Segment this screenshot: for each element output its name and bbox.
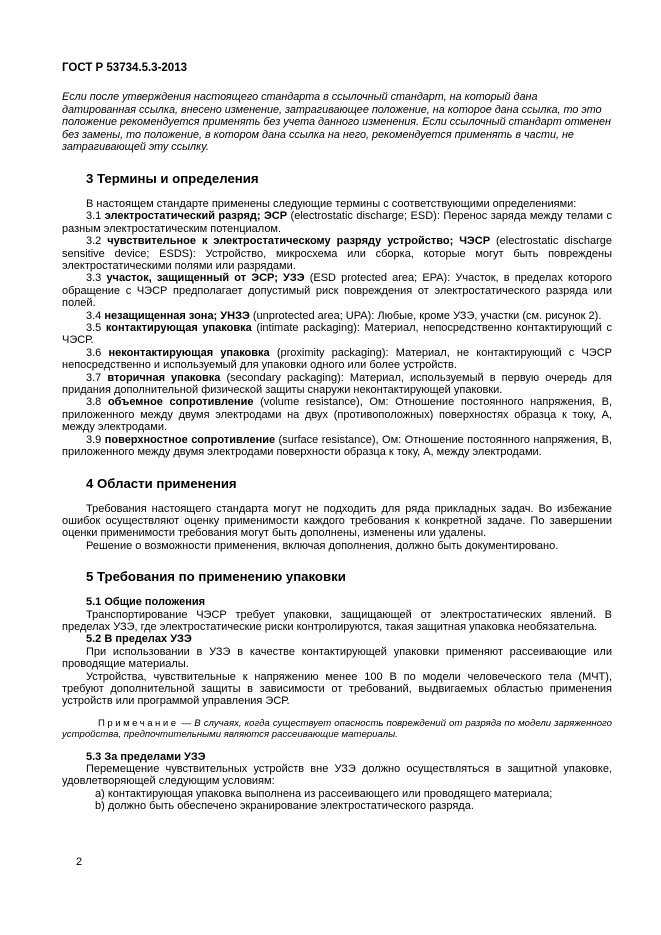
text-run: Решение о возможности применения, включая дополнения, должно быть документировано. [86,539,559,552]
text-run: — В случаях, когда существует опасность повреждений от разряда по модели заряженного устройства, предпочтительными являются рассеивающие материалы. [62,717,612,741]
text-run: (intimate packaging): Материал, непосредственно контактирующий с ЧЭСР. [62,322,612,347]
note-paragraph [62,718,612,741]
text-run: Транспортирование ЧЭСР требует упаковки, защищающей от электростатических явлений. В пределах УЗЭ, где электростатические риски контролируются, такая защитная упаковка необязательна. [62,608,612,633]
text-run: контактирующая упаковка [105,322,252,335]
text-run: При использовании в УЗЭ в качестве контактирующей упаковки применяют рассеивающие или проводящие материалы. [62,645,612,671]
text-run: вторичная упаковка [107,371,221,384]
text-run: a) контактирующая упаковка выполнена из рассеивающего или проводящего материала; [95,787,553,800]
text-run: поверхностное сопротивление [104,433,276,446]
list-item [62,800,612,812]
paragraph [62,272,612,309]
text-run: (electrostatic discharge; ESD): Перенос заряда между телами с разным электростатическим потенциалом. [62,210,612,235]
text-run: (secondary packaging): Материал, используемый в первую очередь для придания дополнительной физической защиты снаружи неконтактирующей упаковки. [62,371,612,397]
paragraph [62,609,612,634]
text-run: 3.6 [86,346,109,359]
subsection-heading [62,596,612,608]
text-run: (ESD protected area; EPA): Участок, в пределах которого обращение с ЧЭСР предполагает допустимый риск повреждения от электростатического разряда или полей. [62,272,612,310]
text-run: чувствительное к электростатическому разряду устройство; ЧЭСР [107,235,491,248]
text-run: (electrostatic discharge sensitive device; ESDS): Устройство, микросхема или сборка, которые могут быть повреждены электростатическими полями или разрядами. [62,235,612,272]
paragraph [62,763,612,788]
text-run: участок, защищенный от ЭСР; УЗЭ [106,272,305,285]
text-run: объемное сопротивление [107,396,254,409]
paragraph [62,372,612,397]
text-run: b) должно быть обеспечено экранирование электростатического разряда. [95,800,474,813]
section-heading: 4 Области применения [86,475,237,491]
paragraph [62,434,612,459]
text-run: 3.7 [86,371,108,384]
text-run: незащищенная зона; УНЗЭ [104,309,250,322]
text-run: Устройства, чувствительные к напряжению менее 100 В по модели человеческого тела (МЧТ), требуют дополнительной защиты в зависимости от требований, выдвигаемых областью применения устройств или программой управления ЭСР. [62,670,612,708]
document-body [62,171,612,813]
paragraph [62,347,612,372]
paragraph [62,503,612,540]
text-run: (unprotected area; UPA): Любые, кроме УЗЭ, участки (см. рисунок 2). [249,309,602,322]
list-item [62,788,612,800]
text-run: (surface resistance), Ом: Отношение постоянного напряжения, В, приложенного между двумя электродами поверхности образца к току, А, между электродами. [62,433,612,459]
text-run: 5.2 В пределах УЗЭ [86,633,192,646]
text-run: Требования настоящего стандарта могут не подходить для ряда прикладных задач. Во избежание ошибок осуществляют оценку применимости каждого требования к конкретной задаче. По завершении оценки применимости требования могут быть дополнены, изменены или удалены. [62,502,612,540]
text-run: 5.3 За пределами УЗЭ [86,750,206,763]
text-run: 3.9 [86,433,105,446]
paragraph [62,322,612,347]
paragraph [62,396,612,433]
paragraph [62,198,612,210]
paragraph [62,540,612,552]
paragraph [62,310,612,322]
text-run: 5.1 Общие положения [86,596,206,609]
section-application [62,476,612,553]
paragraph [62,646,612,671]
text-run: (volume resistance), Ом: Отношение постоянного напряжения, В, приложенного между двумя электродами на двух (противоположных) поверхностях образца к току, А, между электродами. [62,396,613,434]
paragraph [62,235,612,272]
text-run: 3.2 [86,235,108,248]
subsection-heading [62,751,612,763]
text-run: В настоящем стандарте применены следующие термины с соответствующими определениями: [86,197,577,210]
paragraph [62,210,612,235]
section-heading: 3 Термины и определения [86,170,259,186]
paragraph [62,671,612,708]
foreword-note: Если после утверждения настоящего стандарта в ссылочный стандарт, на который дана датированная ссылка, внесено изменение, затрагивающее положение, на которое дана ссылка, то это положение рекомендуется применять без учета данного изменения. Если ссылочный стандарт отменен без замены, то положение, в котором дана ссылка на него, рекомендуется применять в части, не затрагивающей эту ссылку. [62,91,611,154]
text-run: 3.5 [86,322,106,335]
text-run: Примечание [98,717,179,729]
text-run: 3.1 [86,210,105,223]
text-run: Перемещение чувствительных устройств вне УЗЭ должно осуществляться в защитной упаковке, удовлетворяющей следующим условиям: [62,763,612,788]
text-run: 3.3 [86,272,107,285]
text-run: (proximity packaging): Материал, не контактирующий с ЧЭСР непосредственно и используемый для упаковки одного или более устройств. [62,346,612,372]
text-run: 3.4 [86,309,105,322]
text-run: 3.8 [86,396,108,409]
section-packaging [62,569,612,813]
standard-code-header: ГОСТ Р 53734.5.3-2013 [62,62,187,74]
section-terms [62,171,612,459]
page-number: 2 [76,856,83,868]
subsection-heading [62,633,612,645]
section-heading: 5 Требования по применению упаковки [86,569,346,585]
text-run: неконтактирующая упаковка [108,346,270,359]
text-run: электростатический разряд; ЭСР [104,210,288,223]
